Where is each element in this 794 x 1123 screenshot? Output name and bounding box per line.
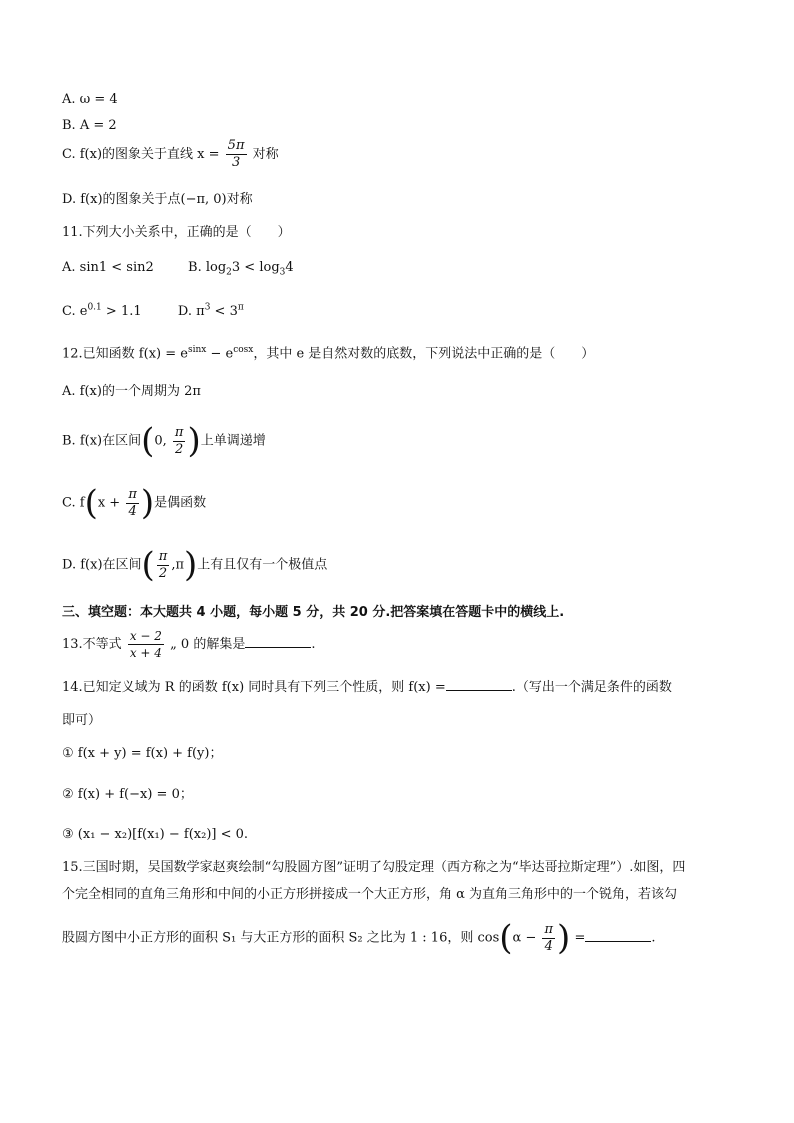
- q13: 13.不等式 $\frac{x - 2}{x + 4}$ „ 0 的解集是 .: [62, 629, 316, 660]
- q15-line3: 股圆方图中小正方形的面积 S₁ 与大正方形的面积 S₂ 之比为 1 : 16，则 cos(α − $\frac{\pi}{4}$ ) = .: [62, 918, 656, 958]
- section-3-heading: 三、填空题：本大题共 4 小题，每小题 5 分，共 20 分.把答案填在答题卡中的横线上.: [62, 605, 565, 620]
- q10-option-c-suffix: 对称: [252, 147, 279, 162]
- q13-answer-blank[interactable]: [245, 635, 311, 648]
- q14-line1: 14.已知定义域为 R 的函数 f(x) 同时具有下列三个性质，则 f(x) = .（写出一个满足条件的函数: [62, 680, 672, 695]
- q12-stem: 12.已知函数 $f(x) = e^{sinx} - e^{cosx}$，其中 e 是自然对数的底数，下列说法中正确的是（ ）: [62, 345, 595, 362]
- q11-option-a: A. sin1 < sin2: [62, 260, 154, 275]
- q11-options-ab: [62, 259, 294, 282]
- fraction-denominator: 3: [231, 155, 241, 170]
- q15-line2: 个完全相同的直角三角形和中间的小正方形拼接成一个大正方形，角 α 为直角三角形中的一个锐角，若该勾: [62, 887, 678, 902]
- q12-option-c: C. f(x + $\frac{\pi}{4}$ )是偶函数: [62, 483, 207, 523]
- q14-property-2: ② f(x) + f(−x) = 0；: [62, 787, 193, 802]
- q11-option-c: C. $e^{0.1} > 1.1$: [62, 303, 142, 320]
- q15-answer-blank[interactable]: [585, 929, 651, 942]
- q12-option-d: D. f(x)在区间( $\frac{\pi}{2}$ ,π)上有且仅有一个极值点: [62, 545, 328, 585]
- q14-property-1: ① f(x + y) = f(x) + f(y)；: [62, 746, 223, 761]
- q10-option-c: [62, 138, 279, 171]
- q11-option-b: B. $\log_23 < \log_34$: [188, 260, 294, 278]
- q15-line1: 15.三国时期，吴国数学家赵爽绘制“勾股圆方图”证明了勾股定理（西方称之为“毕达哥拉斯定理”）.如图，四: [62, 860, 686, 875]
- fraction-numerator: 5π: [227, 138, 245, 153]
- q11-stem: 11.下列大小关系中，正确的是（ ）: [62, 225, 291, 240]
- q10-option-a: A. ω = 4: [62, 92, 118, 107]
- q14-line2: 即可）: [62, 713, 102, 728]
- q10-option-c-fraction: [226, 138, 247, 171]
- q12-option-a: A. f(x)的一个周期为 2π: [62, 384, 201, 399]
- q11-options-cd: [62, 299, 244, 321]
- q10-option-d: D. f(x)的图象关于点(−π, 0)对称: [62, 192, 253, 207]
- q14-property-3: ③ (x₁ − x₂)[f(x₁) − f(x₂)] < 0.: [62, 827, 249, 842]
- q14-answer-blank[interactable]: [446, 678, 512, 691]
- q10-option-c-prefix: C. f(x)的图象关于直线 x =: [62, 147, 220, 162]
- q10-option-b: B. A = 2: [62, 118, 117, 133]
- q11-option-d: D. $\pi^3 < 3^\pi$: [177, 303, 244, 320]
- q12-option-b: B. f(x)在区间(0, $\frac{\pi}{2}$ )上单调递增: [62, 421, 266, 461]
